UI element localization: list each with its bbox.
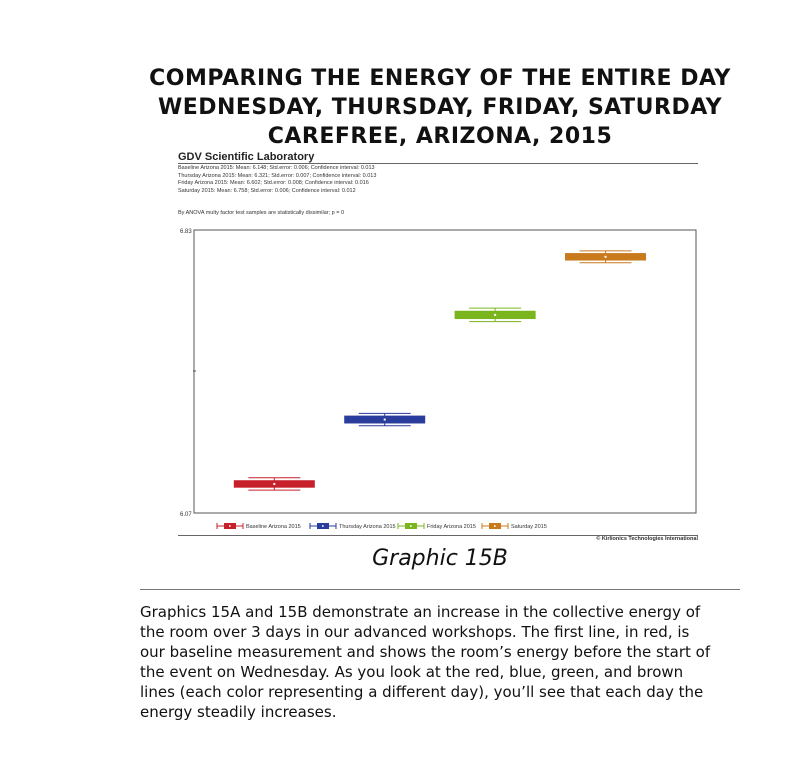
legend-label: Thursday Arizona 2015 <box>339 524 396 530</box>
stats-line: Friday Arizona 2015: Mean: 6.602; Std.error: 0.008; Confidence interval: 0.016 <box>178 180 369 186</box>
stats-line: Baseline Arizona 2015: Mean: 6.148; Std.error: 0.006; Confidence interval: 0.013 <box>178 165 375 171</box>
legend-label: Saturday 2015 <box>511 524 547 530</box>
body-line: the event on Wednesday. As you look at the red, blue, green, and brown <box>140 663 684 681</box>
body-paragraph <box>140 602 740 722</box>
title-line: CAREFREE, ARIZONA, 2015 <box>267 124 613 149</box>
body-line: Graphics 15A and 15B demonstrate an increase in the collective energy of <box>140 603 701 621</box>
legend-swatch-dot <box>410 525 412 527</box>
legend-swatch-dot <box>229 525 231 527</box>
legend-swatch-dot <box>322 525 324 527</box>
legend-entry <box>217 523 301 530</box>
body-line: our baseline measurement and shows the room’s energy before the start of <box>140 643 711 661</box>
copyright-text: © Kirlionics Technologies International <box>596 536 698 542</box>
title-line: WEDNESDAY, THURSDAY, FRIDAY, SATURDAY <box>157 95 723 120</box>
box-mark <box>234 478 314 490</box>
mean-marker <box>605 256 607 258</box>
legend-label: Friday Arizona 2015 <box>427 524 476 530</box>
box-mark <box>455 308 535 322</box>
legend-label: Baseline Arizona 2015 <box>246 524 301 530</box>
divider <box>140 589 740 590</box>
title-line: COMPARING THE ENERGY OF THE ENTIRE DAY <box>149 66 731 91</box>
plot-frame <box>194 230 696 513</box>
legend-entry <box>310 523 396 530</box>
box-mark <box>345 413 425 425</box>
figure-caption: Graphic 15B <box>372 546 508 571</box>
body-line: energy steadily increases. <box>140 703 337 721</box>
mean-marker <box>494 314 496 316</box>
lab-title: GDV Scientific Laboratory <box>178 151 315 163</box>
anova-note: By ANOVA multy factor test samples are statistically dissimilar; p = 0 <box>178 210 345 216</box>
legend-entry <box>482 523 547 530</box>
legend-entry <box>398 523 476 530</box>
y-tick-label: 6.83 <box>180 229 192 235</box>
mean-marker <box>273 483 275 485</box>
mean-marker <box>384 419 386 421</box>
body-line: lines (each color representing a different day), you’ll see that each day the <box>140 683 704 701</box>
stats-line: Saturday 2015: Mean: 6.758; Std.error: 0.006; Confidence interval: 0.012 <box>178 187 356 194</box>
stats-line: Thursday Arizona 2015: Mean: 6.321; Std.error: 0.007; Confidence interval: 0.013 <box>178 172 377 179</box>
box-mark <box>566 251 646 263</box>
body-line: the room over 3 days in our advanced workshops. The first line, in red, is <box>140 623 690 641</box>
legend-swatch-dot <box>494 525 496 527</box>
y-tick-label: 6.07 <box>180 512 192 518</box>
